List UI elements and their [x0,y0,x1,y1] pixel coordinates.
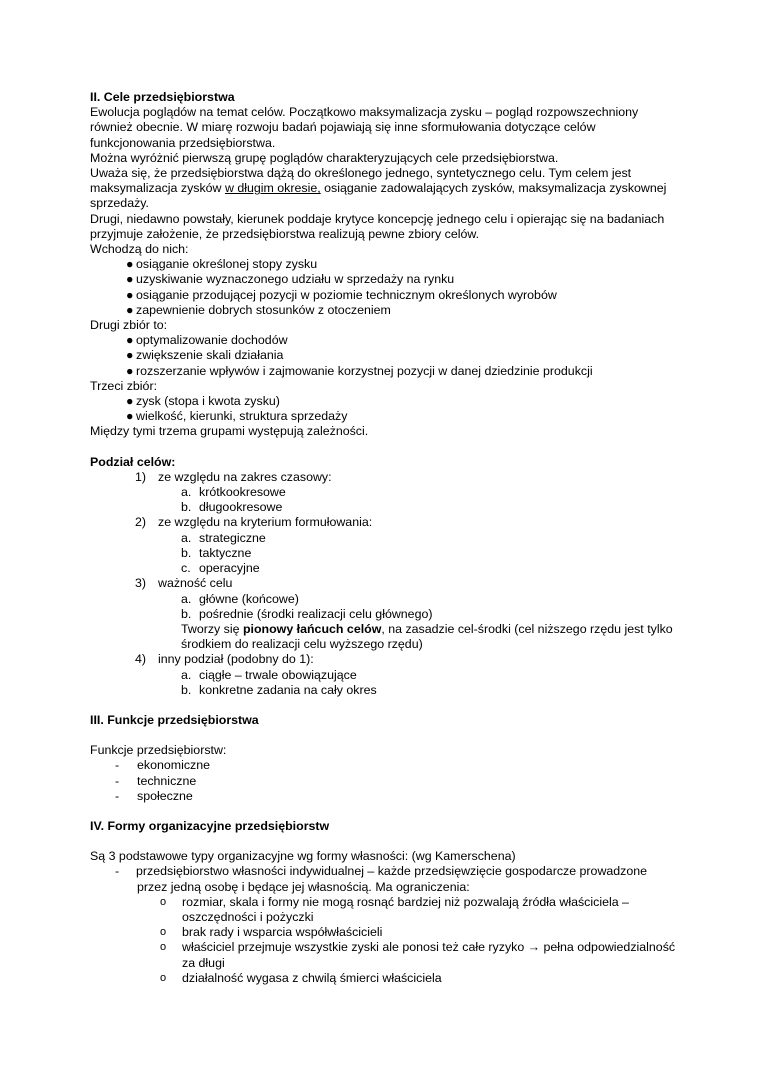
paragraph: Drugi, niedawno powstały, kierunek poddaje krytyce koncepcję jednego celu i opierając się na badaniach przyjmuje założenie, że przedsiębiorstwa realizują pewne zbiory celów. [90,211,665,241]
paragraph: Można wyróżnić pierwszą grupę poglądów charakteryzujących cele przedsiębiorstwa. [90,150,559,165]
circle-item: o brak rady i wsparcia współwłaścicieli [160,925,383,940]
list-item: ● osiąganie określonej stopy zysku [126,257,318,272]
section-2-heading: II. Cele przedsiębiorstwa [90,90,235,104]
bullet-list-3 [90,394,680,424]
lettered-item: b. długookresowe [181,500,283,515]
lettered-item: a. główne (końcowe) [181,591,299,606]
bold-term: pionowy łańcuch celów [242,621,382,636]
podzial-heading: Podział celów: [90,454,176,469]
dash-item: - przedsiębiorstwo własności indywidualnej – każde przedsięwzięcie gospodarcze prowadzone przez jedną osobę i będące jej własnością. Ma ograniczenia: [115,864,648,894]
numbered-item: 2) ze względu na kryterium formułowania: [135,515,373,530]
list-item: ● zapewnienie dobrych stosunków z otoczeniem [126,302,391,317]
lettered-item: b. taktyczne [181,545,252,560]
paragraph: Wchodzą do nich: [90,242,189,257]
circle-item: o rozmiar, skala i formy nie mogą rosnąć bardziej niż pozwalają źródła właściciela – oszczędności i pożyczki [160,894,629,924]
numbered-item: 3) ważność celu [135,576,233,591]
list-item: ● optymalizowanie dochodów [126,333,288,348]
list-item: ● zysk (stopa i kwota zysku) [126,394,280,409]
section-4-heading: IV. Formy organizacyjne przedsiębiorstw [90,818,330,833]
lettered-item: a. ciągłe – trwale obowiązujące [181,667,357,682]
lettered-item: b. pośrednie (środki realizacji celu głównego) [181,606,433,621]
dash-item: - społeczne [115,788,193,803]
lettered-item: a. strategiczne [181,530,266,545]
paragraph: Są 3 podstawowe typy organizacyjne wg formy własności: (wg Kamerschena) [90,849,516,864]
paragraph: Funkcje przedsiębiorstw: [90,743,227,758]
document-page [90,90,680,986]
list-item: ● rozszerzanie wpływów i zajmowanie korzystnej pozycji w danej dziedzinie produkcji [126,363,593,378]
paragraph: Trzeci zbiór: [90,378,158,393]
list-item: ● zwiększenie skali działania [126,348,284,363]
paragraph: Między tymi trzema grupami występują zależności. [90,424,369,439]
bullet-list-2 [90,333,680,379]
list-item: ● uzyskiwanie wyznaczonego udziału w sprzedaży na rynku [126,272,455,287]
numbered-item: 1) ze względu na zakres czasowy: [135,469,332,484]
note-paragraph: Tworzy się pionowy łańcuch celów, na zasadzie cel-środki (cel niższego rzędu jest tylko środkiem do realizacji celu wyższego rzędu) [181,621,673,652]
section-3-heading: III. Funkcje przedsiębiorstwa [90,712,259,727]
dash-item: - ekonomiczne [115,758,211,773]
list-item: ● osiąganie przodującej pozycji w poziomie technicznym określonych wyrobów [126,287,557,302]
bullet-list-1 [90,257,680,318]
paragraph: Ewolucja poglądów na temat celów. Początkowo maksymalizacja zysku – pogląd rozpowszechniony również obecnie. W miarę rozwoju badań pojawiają się inne sformułowania dotyczące celów funkcjonowania przedsiębiorstwa. [90,105,639,150]
underlined-phrase: w długim okresie, [224,181,321,196]
list-item: ● wielkość, kierunki, struktura sprzedaży [126,409,348,424]
lettered-item: b. konkretne zadania na cały okres [181,682,377,697]
paragraph: Uważa się, że przedsiębiorstwa dążą do określonego jednego, syntetycznego celu. Tym celem jest maksymalizacja zysków w długim okresie, osiąganie zadowalających zysków, maksymalizacja zyskownej sprzedaży. [90,166,667,211]
dash-item: - techniczne [115,773,197,788]
paragraph: Drugi zbiór to: [90,318,168,333]
lettered-item: a. krótkookresowe [181,485,286,500]
lettered-item: c. operacyjne [181,561,260,576]
numbered-item: 4) inny podział (podobny do 1): [135,652,314,667]
circle-item: o właściciel przejmuje wszystkie zyski ale ponosi też całe ryzyko → pełna odpowiedzialność za długi [160,940,676,970]
circle-item: o działalność wygasa z chwilą śmierci właściciela [160,970,442,985]
